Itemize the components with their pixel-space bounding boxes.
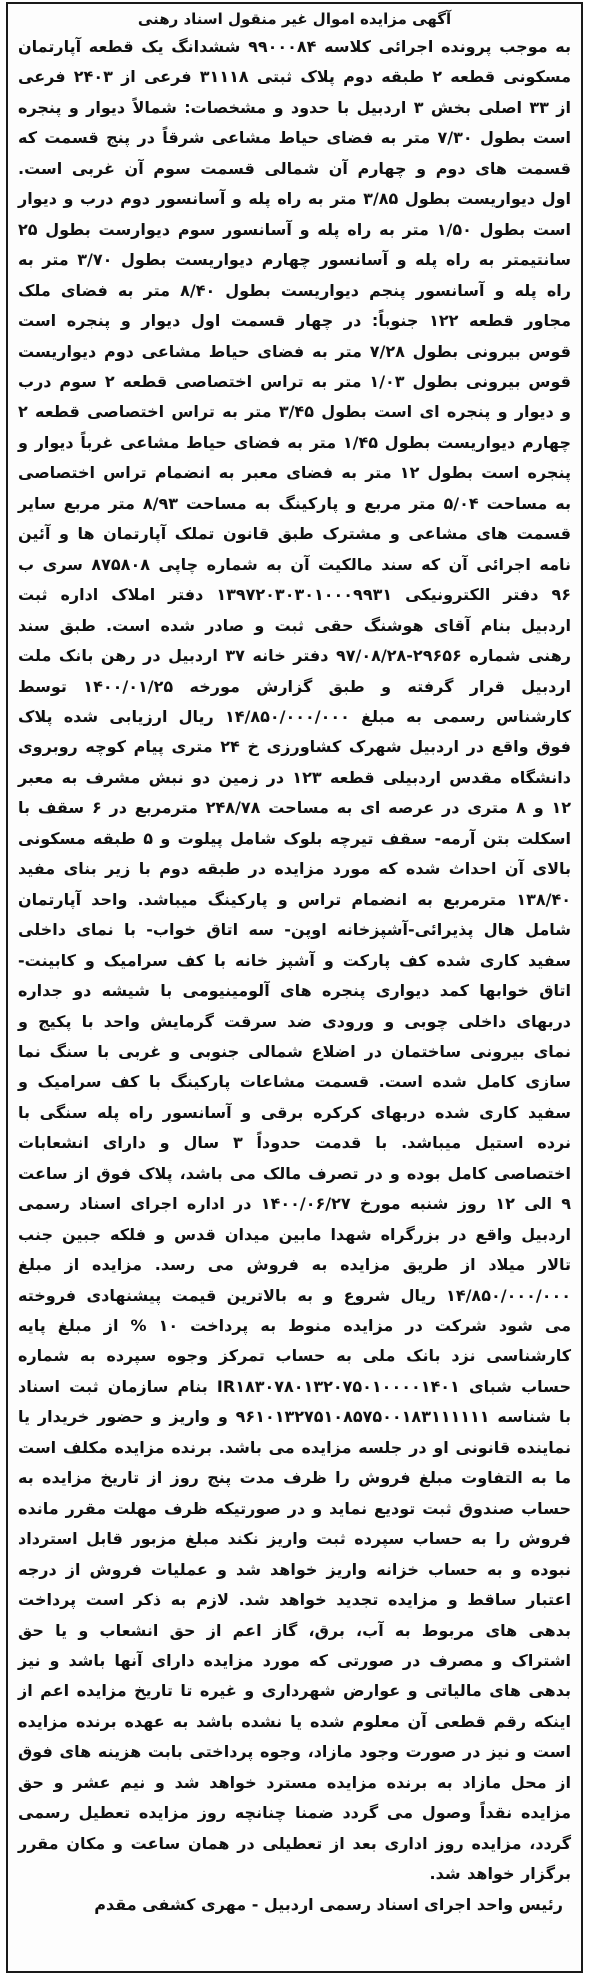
notice-body: به موجب پرونده اجرائی کلاسه ۹۹۰۰۰۸۴ ششدانگ یک قطعه آپارتمان مسکونی قطعه ۲ طبقه دوم پلاک ثبتی ۳۱۱۱۸ فرعی از ۲۴۰۳ فرعی از ۳۳ اصلی بخش ۳ اردبیل با حدود و مشخصات: شمالاً دیوار و پنجره است بطول ۷/۳۰ متر به فضای حیاط مشاعی شرقاً در پنج قسمت که قسمت های دوم و چهارم آن شمالی قسمت سوم آن غربی است. اول دیواریست بطول ۳/۸۵ متر به راه پله و آسانسور دوم درب و دیوار است بطول ۱/۵۰ متر به راه پله و آسانسور سوم دیوارست بطول ۲۵ سانتیمتر به راه پله و آسانسور چهارم دیواریست بطول ۳/۷۰ متر به راه پله و آسانسور پنجم دیواریست بطول ۸/۴۰ متر به فضای ملک مجاور قطعه ۱۲۲ جنوباً: در چهار قسمت اول دیوار و پنجره است قوس بیرونی بطول ۷/۲۸ متر به فضای حیاط مشاعی دوم دیواریست قوس بیرونی بطول ۱/۰۳ متر به تراس اختصاصی قطعه ۲ سوم درب و دیوار و پنجره ای است بطول ۳/۴۵ متر به تراس اختصاصی قطعه ۲ چهارم دیواریست بطول ۱/۴۵ متر به فضای حیاط مشاعی غرباً دیوار و پنجره است بطول ۱۲ متر به فضای معبر به انضمام تراس اختصاصی به مساحت ۵/۰۴ متر مربع و پارکینگ به مساحت ۸/۹۳ متر مربع سایر قسمت های مشاعی و مشترک طبق قانون تملک آپارتمان ها و آئین نامه اجرائی آن که سند مالکیت آن به شماره چاپی ۸۷۵۸۰۸ سری ب ۹۶ دفتر الکترونیکی ۱۳۹۷۲۰۳۰۳۰۱۰۰۰۹۹۳۱ دفتر املاک اداره ثبت اردبیل بنام آقای هوشنگ حقی ثبت و صادر شده است. طبق سند رهنی شماره ۲۹۶۵۶-۹۷/۰۸/۲۸ دفتر خانه ۳۷ اردبیل در رهن بانک ملت اردبیل قرار گرفته و طبق گزارش مورخه ۱۴۰۰/۰۱/۲۵ توسط کارشناس رسمی به مبلغ ۱۴/۸۵۰/۰۰۰/۰۰۰ ریال ارزیابی شده پلاک فوق واقع در اردبیل شهرک کشاورزی خ ۲۴ متری پیام کوچه روبروی دانشگاه مقدس اردبیلی قطعه ۱۲۳ در زمین دو نبش مشرف به معبر ۱۲ و ۸ متری در عرصه ای به مساحت ۲۴۸/۷۸ مترمربع در ۶ سقف با اسکلت بتن آرمه- سقف تیرچه بلوک شامل پیلوت و ۵ طبقه مسکونی بالای آن احداث شده که مورد مزایده در طبقه دوم با زیر بنای مفید ۱۳۸/۴۰ مترمربع به انضمام تراس و پارکینگ میباشد. واحد آپارتمان شامل هال پذیرائی-آشپزخانه اوپن- سه اتاق خواب- با نمای داخلی سفید کاری شده کف پارکت و آشپز خانه با کف سرامیک و کابینت- اتاق خوابها کمد دیواری پنجره های آلومینیومی با شیشه دو جداره دربهای داخلی چوبی و ورودی ضد سرقت گرمایش واحد با پکیج و نمای بیرونی ساختمان در اضلاع شمالی جنوبی و غربی با سنگ نما سازی کامل شده است. قسمت مشاعات پارکینگ با کف سرامیک و سفید کاری شده دربهای کرکره برقی و آسانسور راه پله سنگی با نرده استیل میباشد. با قدمت حدوداً ۳ سال و دارای انشعابات اختصاصی کامل بوده و در تصرف مالک می باشد، پلاک فوق از ساعت ۹ الی ۱۲ روز شنبه مورخ ۱۴۰۰/۰۶/۲۷ در اداره اجرای اسناد رسمی اردبیل واقع در بزرگراه شهدا مابین میدان قدس و فلکه جبین جنب تالار میلاد از طریق مزایده به فروش می رسد. مزایده از مبلغ ۱۴/۸۵۰/۰۰۰/۰۰۰ ریال شروع و به بالاترین قیمت پیشنهادی فروخته می شود شرکت در مزایده منوط به پرداخت ۱۰ % از مبلغ پایه کارشناسی نزد بانک ملی به حساب تمرکز وجوه سپرده به شماره حساب شبای IR۱۸۳۰۷۸۰۱۳۲۰۷۵۰۱۰۰۰۰۱۴۰۱ بنام سازمان ثبت اسناد با شناسه ۹۶۱۰۱۳۲۷۵۱۰۸۵۷۵۰۰۱۸۳۱۱۱۱۱۱ و واریز و حضور خریدار یا نماینده قانونی او در جلسه مزایده می باشد. برنده مزایده مکلف است ما به التفاوت مبلغ فروش را ظرف مدت پنج روز از تاریخ مزایده به حساب صندوق ثبت تودیع نماید و در صورتیکه ظرف مهلت مقرر مانده فروش را به حساب سپرده ثبت واریز نکند مبلغ مزبور قابل استرداد نبوده و به حساب خزانه واریز خواهد شد و عملیات فروش از درجه اعتبار ساقط و مزایده تجدید خواهد شد. لازم به ذکر است پرداخت بدهی های مربوط به آب، برق، گاز اعم از حق انشعاب و یا حق اشتراک و مصرف در صورتی که مورد مزایده دارای آنها باشد و نیز بدهی های مالیاتی و عوارض شهرداری و غیره تا تاریخ مزایده اعم از اینکه رقم قطعی آن معلوم شده یا نشده باشد به عهده برنده مزایده است و نیز در صورت وجود مازاد، وجوه پرداختی بابت هزینه های فوق از محل مازاد به برنده مزایده مسترد خواهد شد و نیم عشر و حق مزایده نقداً وصول می گردد ضمنا چنانچه روز مزایده تعطیل رسمی گردد، مزایده روز اداری بعد از تعطیلی در همان ساعت و مکان مقرر برگزار خواهد شد. <box>17 37 572 1884</box>
notice-signature: رئیس واحد اجرای اسناد رسمی اردبیل - مهری کشفی مقدم <box>94 1894 563 1914</box>
notice-title: آگهی مزایده اموال غیر منقول اسناد رهنی <box>137 10 452 28</box>
auction-notice <box>6 2 583 1973</box>
